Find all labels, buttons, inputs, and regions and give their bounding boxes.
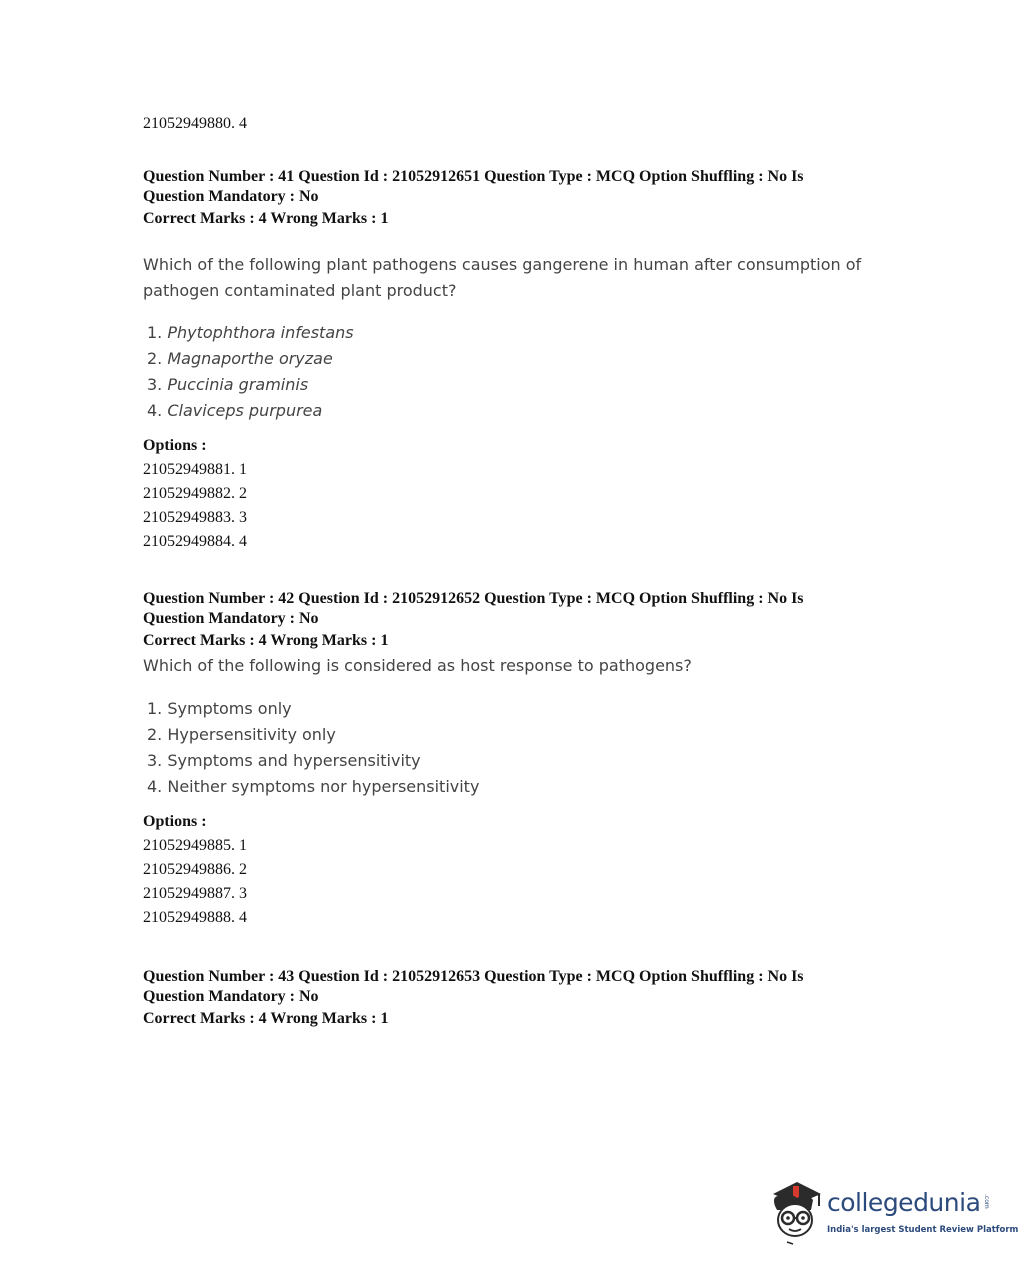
option-id-list: [143, 834, 873, 930]
lead-option: 21052949880. 4: [143, 115, 247, 132]
question-text-cont: pathogen contaminated plant product?: [143, 281, 457, 300]
option-id: 21052949885. 1: [143, 837, 247, 854]
logo-brand: collegedunia: [827, 1188, 981, 1217]
answer-choices: [143, 320, 873, 424]
answer-choice: 2. Magnaporthe oryzae: [147, 349, 333, 368]
question-header: Question Number : 42 Question Id : 21052912652 Question Type : MCQ Option Shuffling : No Is: [143, 590, 804, 607]
answer-choice: 4. Claviceps purpurea: [147, 401, 323, 420]
question-header-cont: Question Mandatory : No: [143, 610, 319, 627]
question-text: Which of the following plant pathogens causes gangerene in human after consumption of: [143, 255, 862, 274]
options-label: Options :: [143, 437, 207, 454]
answer-choices: [143, 696, 873, 800]
mascot-icon: [765, 1176, 825, 1246]
question-marks: Correct Marks : 4 Wrong Marks : 1: [143, 632, 389, 649]
option-id: 21052949881. 1: [143, 461, 247, 478]
option-id: 21052949887. 3: [143, 885, 247, 902]
question-text: Which of the following is considered as host response to pathogens?: [143, 656, 692, 675]
option-id: 21052949888. 4: [143, 909, 247, 926]
answer-choice: 3. Puccinia graminis: [147, 375, 309, 394]
collegedunia-logo: [765, 1176, 1019, 1246]
option-id: 21052949883. 3: [143, 509, 247, 526]
option-id: 21052949884. 4: [143, 533, 247, 550]
answer-choice: 1. Phytophthora infestans: [147, 323, 354, 342]
options-label: Options :: [143, 813, 207, 830]
question-42: [143, 589, 873, 930]
question-43: [143, 967, 873, 1031]
answer-choice: 4. Neither symptoms nor hypersensitivity: [147, 777, 480, 796]
answer-choice: 1. Symptoms only: [147, 699, 292, 718]
question-header: Question Number : 41 Question Id : 21052912651 Question Type : MCQ Option Shuffling : No Is: [143, 168, 804, 185]
question-41: [143, 167, 873, 554]
question-header-cont: Question Mandatory : No: [143, 188, 319, 205]
question-header: Question Number : 43 Question Id : 21052912653 Question Type : MCQ Option Shuffling : No Is: [143, 968, 804, 985]
answer-choice: 3. Symptoms and hypersensitivity: [147, 751, 421, 770]
logo-suffix: .com: [983, 1194, 990, 1209]
question-marks: Correct Marks : 4 Wrong Marks : 1: [143, 210, 389, 227]
question-marks: Correct Marks : 4 Wrong Marks : 1: [143, 1010, 389, 1027]
option-id-list: [143, 458, 873, 554]
answer-choice: 2. Hypersensitivity only: [147, 725, 336, 744]
logo-tagline: India's largest Student Review Platform: [827, 1225, 1019, 1235]
option-id: 21052949882. 2: [143, 485, 247, 502]
question-header-cont: Question Mandatory : No: [143, 988, 319, 1005]
option-id: 21052949886. 2: [143, 861, 247, 878]
